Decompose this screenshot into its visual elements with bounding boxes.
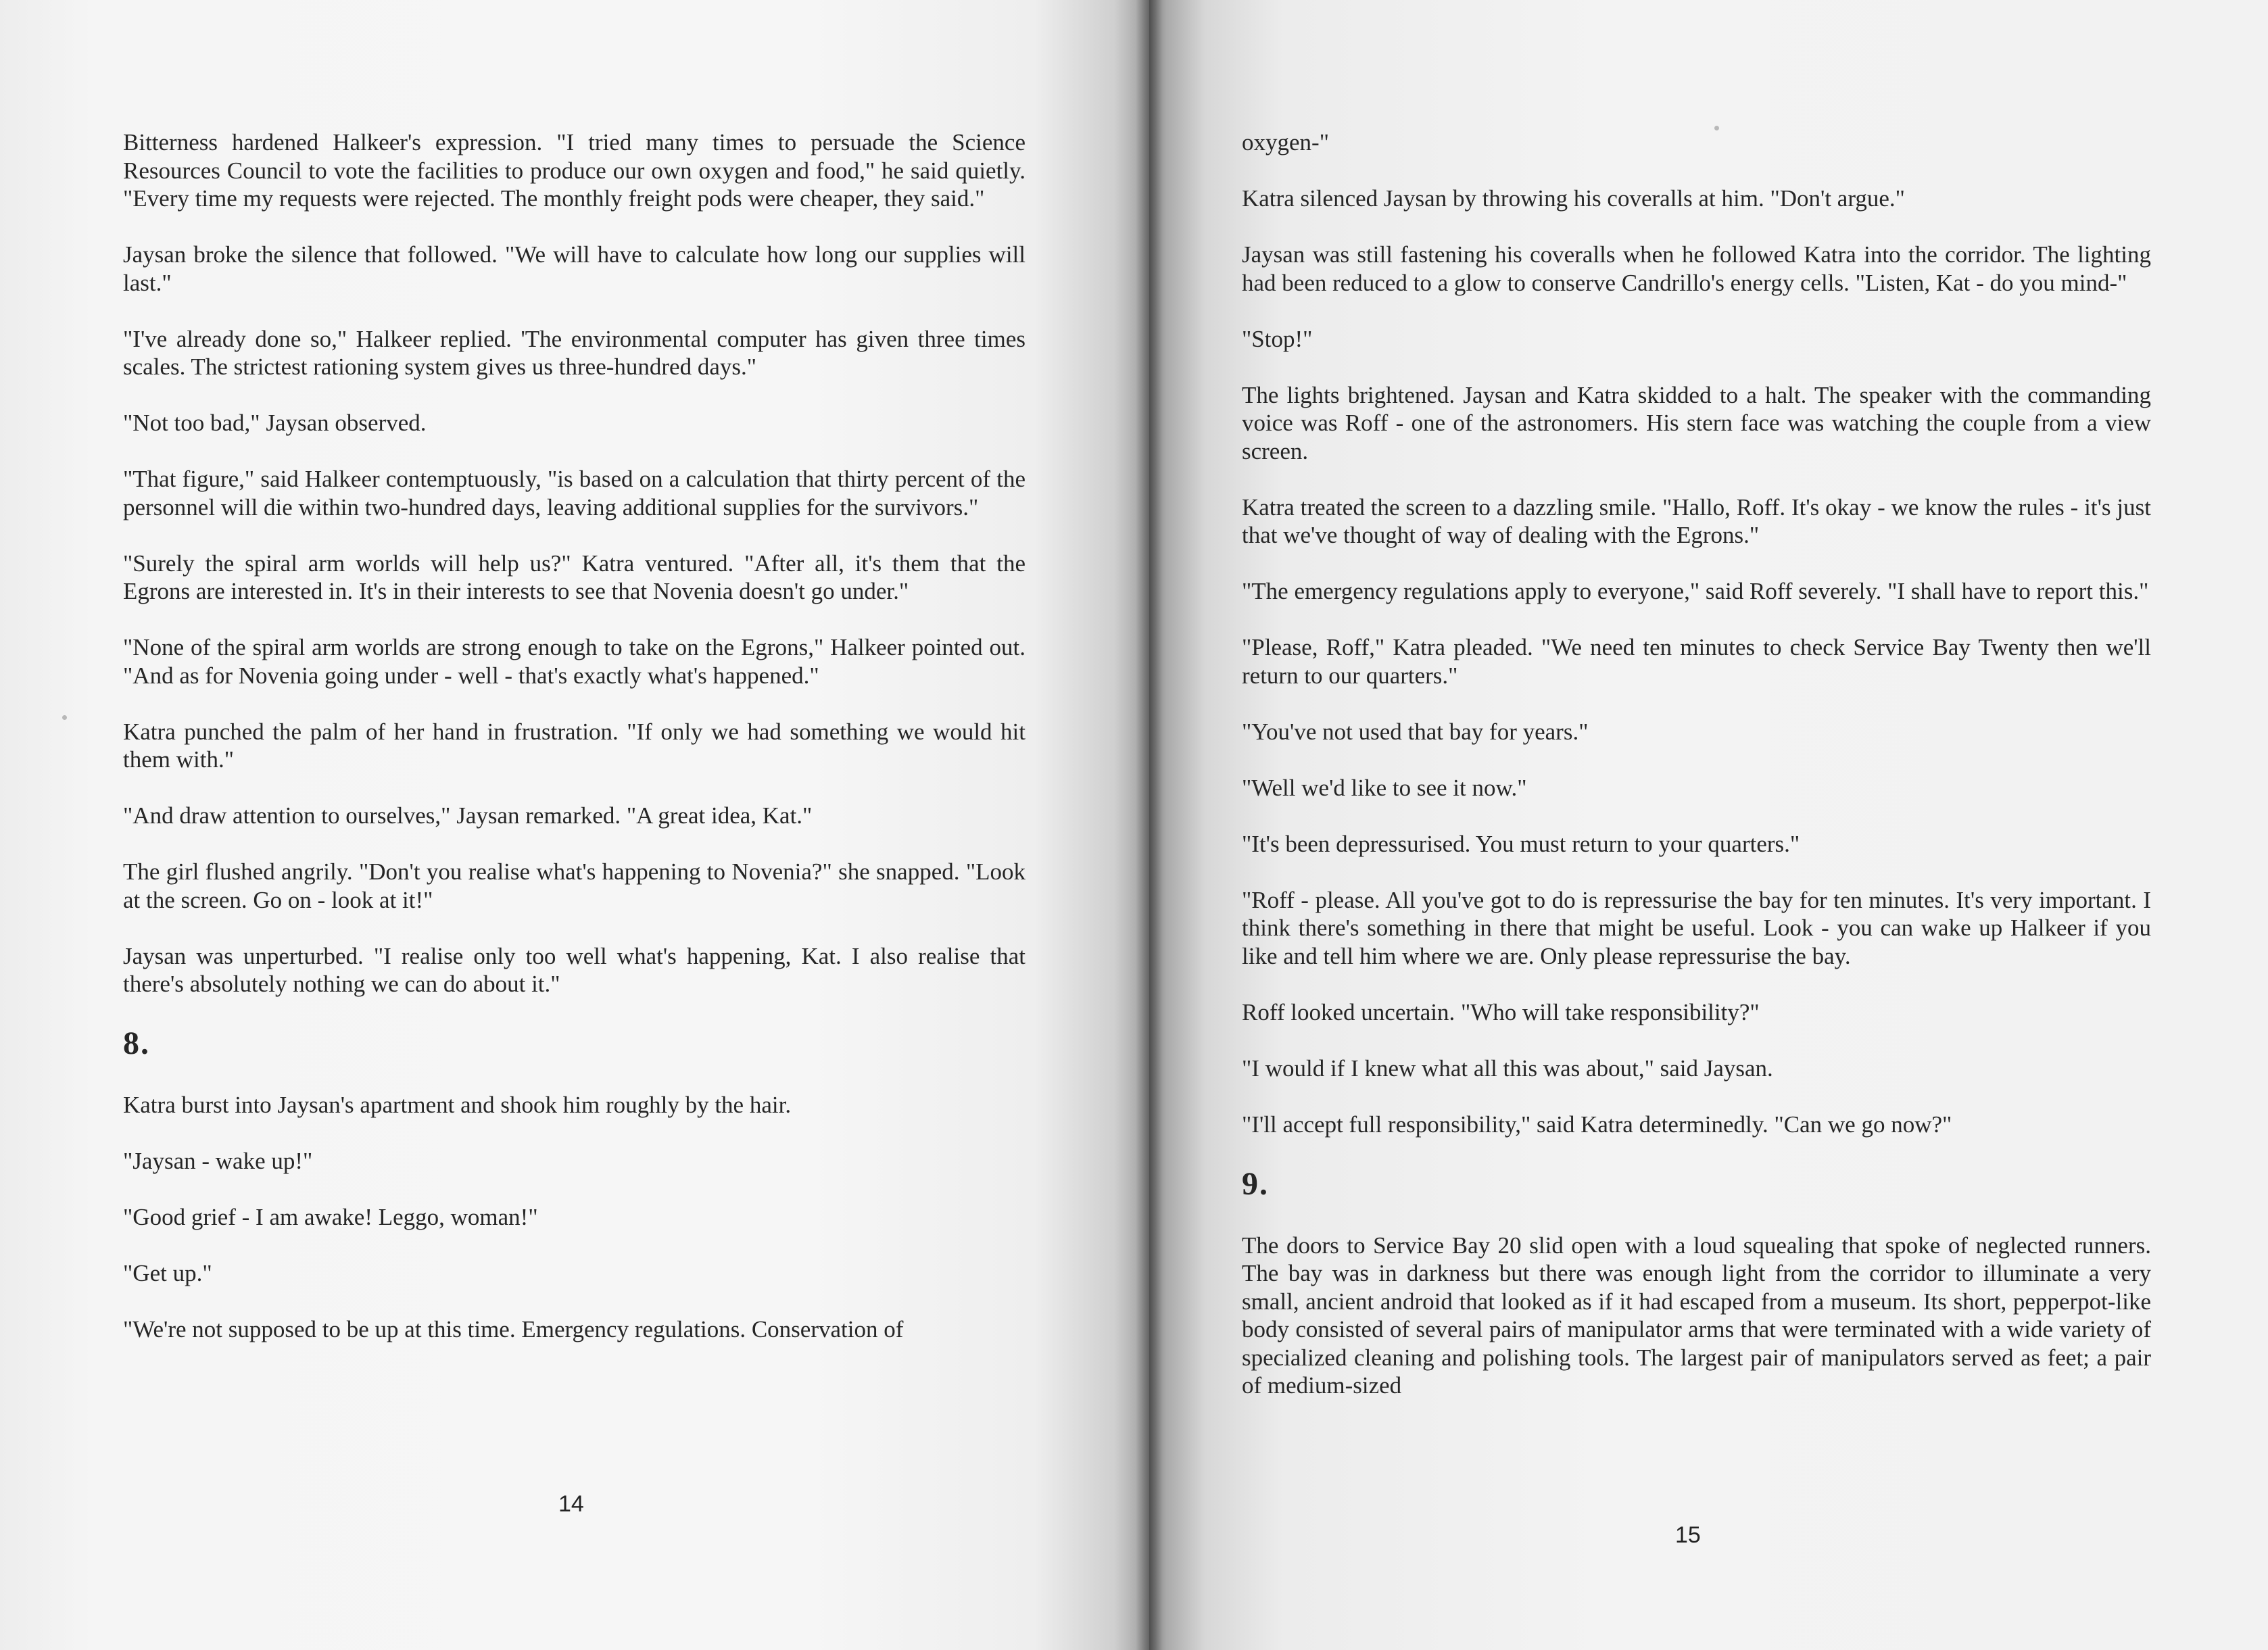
paragraph: The lights brightened. Jaysan and Katra skidded to a halt. The speaker with the commanding voice was Roff - one of the astronomers. His stern face was watching the couple from a view screen.: [1242, 381, 2151, 464]
paragraph: "And draw attention to ourselves," Jaysan remarked. "A great idea, Kat.": [123, 802, 813, 829]
chapter-heading: 9.: [1242, 1165, 1269, 1202]
paragraph: "Get up.": [123, 1260, 212, 1286]
paragraph: Katra treated the screen to a dazzling smile. "Hallo, Roff. It's okay - we know the rules - it's just that we've thought of way of dealing with the Egrons.": [1242, 493, 2151, 548]
paragraph: "None of the spiral arm worlds are strong enough to take on the Egrons," Halkeer pointed out. "And as for Novenia going under - well - that's exactly what's happened.": [123, 634, 1026, 689]
paragraph: Katra punched the palm of her hand in frustration. "If only we had something we would hit them with.": [123, 718, 1026, 773]
paragraph: "That figure," said Halkeer contemptuously, "is based on a calculation that thirty percent of the personnel will die within two-hundred days, leaving additional supplies for the survivors.": [123, 466, 1026, 520]
paragraph: "Good grief - I am awake! Leggo, woman!": [123, 1204, 538, 1230]
paragraph: "I would if I knew what all this was about," said Jaysan.: [1242, 1054, 1773, 1082]
paragraph: oxygen-": [1242, 129, 1329, 155]
paragraph: "Surely the spiral arm worlds will help us?" Katra ventured. "After all, it's them that the Egrons are interested in. It's in their interests to see that Novenia doesn't go under.": [123, 550, 1026, 604]
paragraph: "You've not used that bay for years.": [1242, 718, 1589, 745]
paragraph: Katra silenced Jaysan by throwing his coveralls at him. "Don't argue.": [1242, 185, 1905, 212]
paragraph: "It's been depressurised. You must return to your quarters.": [1242, 830, 1800, 857]
page-number: 15: [1675, 1522, 1701, 1548]
paper-speck: [62, 715, 67, 720]
paragraph: "I'll accept full responsibility," said Katra determinedly. "Can we go now?": [1242, 1111, 1952, 1138]
paragraph: "Well we'd like to see it now.": [1242, 774, 1527, 801]
paragraph: The girl flushed angrily. "Don't you realise what's happening to Novenia?" she snapped. "Look at the screen. Go on - look at it!": [123, 858, 1026, 913]
right-page: [1149, 0, 2268, 1650]
paragraph: Katra burst into Jaysan's apartment and shook him roughly by the hair.: [123, 1092, 792, 1118]
paragraph: "Roff - please. All you've got to do is repressurise the bay for ten minutes. It's very important. I think there's something in there that might be useful. Look - you can wake up Halkeer if you like and tell him where we are. Only please repressurise the bay.: [1242, 886, 2151, 969]
paragraph: "I've already done so," Halkeer replied. 'The environmental computer has given three times scales. The strictest rationing system gives us three-hundred days.": [123, 325, 1026, 380]
chapter-heading: 8.: [123, 1025, 150, 1061]
paragraph: "Not too bad," Jaysan observed.: [123, 410, 427, 436]
page-number: 14: [558, 1491, 584, 1517]
paragraph: Jaysan was unperturbed. "I realise only too well what's happening, Kat. I also realise that there's absolutely nothing we can do about it.": [123, 942, 1026, 997]
paragraph: "We're not supposed to be up at this time. Emergency regulations. Conservation of: [123, 1316, 904, 1342]
paragraph: "Please, Roff," Katra pleaded. "We need ten minutes to check Service Bay Twenty then we'll return to our quarters.": [1242, 634, 2151, 689]
paragraph: Jaysan was still fastening his coveralls when he followed Katra into the corridor. The lighting had been reduced to a glow to conserve Candrillo's energy cells. "Listen, Kat - do you mind-": [1242, 241, 2151, 296]
book-gutter: [1136, 0, 1163, 1650]
paragraph: The doors to Service Bay 20 slid open with a loud squealing that spoke of neglected runners. The bay was in darkness but there was enough light from the corridor to illuminate a very small, ancient android that looked as if it had escaped from a museum. Its short, pepperpot-like body consisted of several pairs of manipulator arms that were terminated with a wide variety of specialized cleaning and polishing tools. The largest pair of manipulators served as feet; a pair of medium-sized: [1242, 1232, 2151, 1399]
left-page-text: [123, 128, 1026, 1372]
right-page-text: [1242, 128, 2151, 1428]
paragraph: Bitterness hardened Halkeer's expression. "I tried many times to persuade the Science Resources Council to vote the facilities to produce our own oxygen and food," he said quietly. "Every time my requests were rejected. The monthly freight pods were cheaper, they said.": [123, 129, 1026, 212]
paper-speck: [1714, 126, 1719, 130]
paragraph: Roff looked uncertain. "Who will take responsibility?": [1242, 998, 1760, 1025]
paragraph: "Jaysan - wake up!": [123, 1148, 313, 1174]
paragraph: "The emergency regulations apply to everyone," said Roff severely. "I shall have to report this.": [1242, 578, 2149, 604]
paragraph: "Stop!": [1242, 325, 1313, 352]
paragraph: Jaysan broke the silence that followed. "We will have to calculate how long our supplies will last.": [123, 241, 1026, 296]
